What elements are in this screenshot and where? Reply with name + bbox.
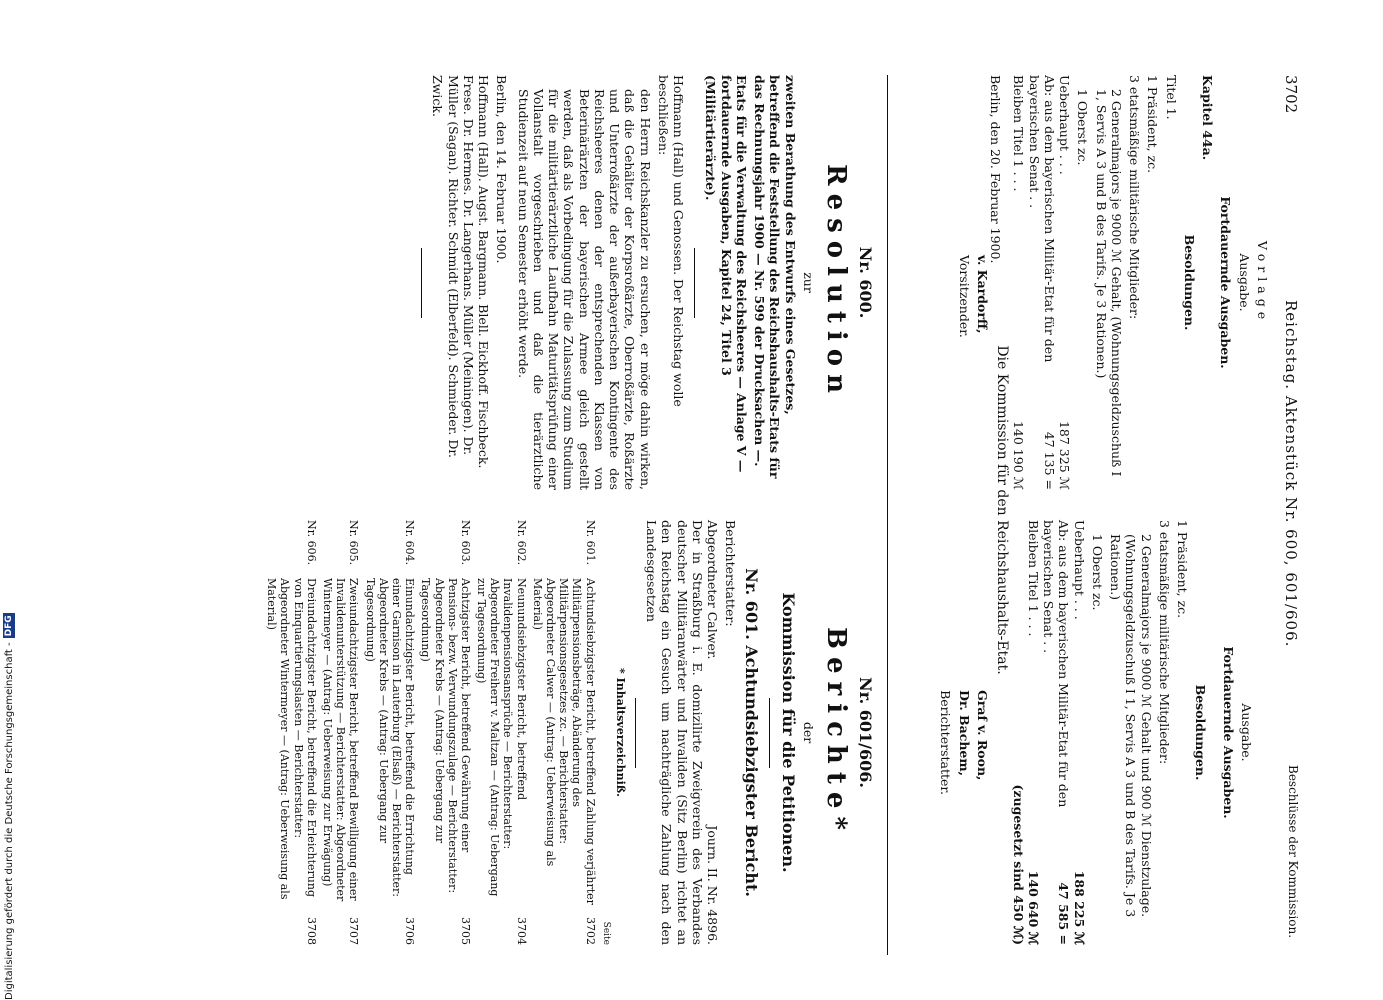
rule [421,248,422,318]
resolution-body: zweiten Berathung des Entwurfs eines Gesetzes, betreffend die Feststellung des Reichshaushalts-Etats für das Rechnungsjahr 1900 — Nr. 599 der Drucksachen —. [752,75,798,479]
chair-name: v. Kardorff, [974,255,990,334]
toc-nr: Nr. 602. [514,520,528,566]
digitization-footer [0,0,18,1000]
rule [769,698,770,768]
bleiben-label: Bleiben Titel 1 . . . [1011,75,1027,192]
fortdauernde-heading-right: Fortdauernde Ausgaben. [1220,646,1236,819]
line-mitglieder: 3 etatsmäßige militärische Mitglieder: [1127,75,1143,320]
document-page [100,75,1300,955]
toc-row [475,520,528,945]
toc-page: 3708 [304,917,318,945]
footer-text: Digitalisierung gefördert durch die Deutsche Forschungsgemeinschaft - [3,642,15,1000]
dfg-logo: DFG [4,615,14,637]
ausgabe-heading: Ausgabe. [1236,253,1252,312]
line-oberst-right: 1 Oberst zc. [1090,534,1105,611]
berichte-title: Berichte* [821,627,852,838]
resolution-title: Resolution [821,163,852,402]
toc-nr: Nr. 604. [403,520,417,566]
reporter-role: Berichterstatter. [938,690,954,795]
vorlage-column [985,75,1270,490]
page-header [1276,75,1300,955]
berichterstatter-row [705,520,720,945]
resolution-number: Nr. 600. [856,246,875,319]
signature-chair [935,255,990,338]
resolution-column [413,75,875,490]
bleiben-row [1011,75,1026,490]
signature-reporters [935,690,990,795]
bleiben-row-right [1026,520,1041,945]
toc-seite: Seite [600,921,611,945]
berichte-column [262,520,875,945]
rule [694,248,695,318]
reporter-name: Graf v. Roon, [974,690,990,781]
rule [635,698,636,768]
toc-page: 3705 [458,917,472,945]
toc-page: 3706 [403,917,417,945]
toc-text: Dreiundachtzigster Bericht, betreffend die Erleichterung von Einquartierungslasten — Berichterstatter: Abgeordneter Wintermeyer — (Antrag: Ueberweisung als Material) [265,578,318,900]
column-title: Beschlüsse der Kommission. [1286,765,1300,939]
line-generalmajors: 2 Generalmajors je 9000 ℳ Gehalt, (Wohnungsgeldzuschuß I 1, Servis A 3 und B des Tarifs. Je 3 Rationen.) [1093,89,1124,477]
abzug-value: 47 135 = [1042,431,1057,490]
toc-row [265,520,318,945]
abzug-row-right [1041,520,1072,945]
bleiben-value: 140 190 ℳ [1011,420,1027,490]
fortdauernde-heading: Fortdauernde Ausgaben. [1218,196,1234,369]
berichterstatter-label: Berichterstatter: [723,520,739,627]
abzug-label: Ab: aus dem bayerischen Militär-Etat für den bayerischen Senat . . [1026,75,1057,363]
resolution-date: Berlin, den 14. Februar 1900. [494,75,510,264]
berichterstatter-name: Abgeordneter Calwer. [705,520,721,660]
toc-row [363,520,416,945]
berichte-der: der [800,721,816,744]
toc-page: 3707 [347,917,361,945]
kommission-block [935,75,1010,945]
ueberhaupt-label: Ueberhaupt . . . [1057,75,1073,175]
vorlage-heading: Vorlage [1255,240,1270,325]
journal-number: Journ. II. Nr. 4896. [705,825,721,945]
titel-label: Titel 1. [1163,75,1179,120]
chair-role: Vorsitzender. [956,255,972,338]
besoldungen-heading-right: Besoldungen. [1193,684,1209,781]
toc-text: Achtundsiebzigster Bericht, betreffend Zahlung verjährter Militärpensionsbeträge, Abänderung des Militärpensionsgesetzes zc. — Berichterstatter: Abgeordneter Calwer — (Antrag: Ueberweisung als Material) [530,578,597,905]
beschluesse-column [1008,520,1271,945]
bleiben-value-right: 140 640 ℳ [1026,870,1041,945]
toc-title: * Inhaltsverzeichniß. [613,668,627,797]
resolution-signers: Hoffmann (Hall). Augst. Bargmann. Blell. Eickhoff. Fischbeck. Frese. Dr. Hermes. Dr. Langerhans. Müller (Meiningen). Dr. Müller (Sagan). Richter. Schmidt (Elberfeld). Schmieder. Dr. Zwick. [430,75,492,469]
ueberhaupt-value-right: 188 225 ℳ [1071,870,1087,945]
toc-row [531,520,597,945]
berichte-kommission: Kommission für die Petitionen. [778,592,798,873]
line-praesident-right: 1 Präsident, zc. [1175,520,1191,619]
toc-row [419,520,472,945]
resolution-zur: zur [800,272,816,293]
toc-list [265,520,597,945]
line-oberst: 1 Oberst zc. [1075,89,1091,166]
toc-nr: Nr. 603. [458,520,472,566]
line-mitglieder-right: 3 etatsmäßige militärische Mitglieder: [1157,520,1172,765]
resolution-text: den Herrn Reichskanzler zu ersuchen, er möge dahin wirken, daß die Gehälter der Korpsroßärzte, Oberroßärzte, Roßärzte und Unterroßärzte der außerbayerischen Kontingente des Reichsheeres denen der entsprechenden Klassen von Beterinärärzten der bayerischen Armee gleich gestellt werden, daß als Vorbedingung für die Zulassung zum Studium für die militärtierärztliche Laufbahn Maturitätsprüfung einer Vollanstalt vorgeschrieben und daß die tierärztliche Studienzeit auf neun Semester erhöht werde. [515,89,653,490]
abzug-value-right: 47 585 = [1056,882,1072,945]
toc-page: 3702 [583,917,597,945]
ueberhaupt-row-right [1072,520,1087,945]
bleiben-label-right: Bleiben Titel 1 . . . [1026,520,1041,637]
kapitel-label: Kapitel 44a. [1200,75,1216,161]
abzug-label-right: Ab: aus dem bayerischen Militär-Etat für den bayerischen Senat . . [1041,520,1072,808]
toc-nr: Nr. 601. [583,520,597,566]
besoldungen-heading: Besoldungen. [1182,234,1197,331]
toc-text: Einundachtzigster Bericht, betreffend die Errichtung einer Garnison in Lauterburg (Elsaß) — Berichterstatter: Abgeordneter Krebs — (Antrag: Uebergang zur Tagesordnung) [363,578,417,898]
ausgabe-heading-right: Ausgabe. [1239,703,1254,762]
line-praesident: 1 Präsident, zc. [1145,75,1161,174]
resolution-etat: Etats für die Verwaltung des Reichsheeres — Anlage V — fortdauernde Ausgaben, Kapitel 24, Titel 3 (Militärtierärzte). [703,75,749,473]
toc-nr: Nr. 605. [347,520,361,566]
section-divider [887,75,888,955]
toc-text: Zweiundachtzigster Bericht, betreffend Bewilligung einer Invalidenunterstützung — Berichterstatter: Abgeordneter Wintermeyer — (Antrag: Ueberweisung zur Erwägung) [321,578,361,902]
toc-nr: Nr. 606. [304,520,318,566]
kommission-title: Die Kommission für den Reichshaushalts-Etat. [994,345,1010,675]
zugesetzt-note: (zugesetzt sind 450 ℳ) [1010,784,1026,945]
toc-text: Achtzigster Bericht, betreffend Gewährung einer Pensions- bezw. Verwundungszulage — Berichterstatter: Abgeordneter Krebs — (Antrag: Uebergang zur Tagesordnung) [419,578,472,894]
toc-page: 3704 [514,917,528,945]
reporter-name-2: Dr. Bachem, [956,690,972,776]
page-number: 3702 [1282,75,1300,114]
ueberhaupt-label-right: Ueberhaupt . . . [1071,520,1087,620]
bericht-601-heading: Nr. 601. Achtundsiebzigster Bericht. [742,568,761,897]
toc-text: Neunundsiebzigster Bericht, betreffend Invalidenpensionsansprüche — Berichterstatter: Abgeordneter Freiherr v. Maltzan — (Antrag: Uebergang zur Tagesordnung) [475,578,528,897]
resolution-motion: Hoffmann (Hall) und Genossen. Der Reichstag wolle beschließen: [655,75,687,407]
vorlage-date: Berlin, den 20. Februar 1900. [988,75,1004,264]
running-title: Reichstag. Aktenstück Nr. 600, 601/606. [1282,300,1300,648]
abzug-row [1027,75,1058,490]
signatures [935,75,990,945]
line-generalmajors-right: 2 Generalmajors je 9000 ℳ Gehalt und 900 ℳ Dienstzulage. (Wohnungsgeldzuschuß I 1, Servis A 3 und B des Tarifs. Je 3 Rationen.) [1108,534,1154,918]
ueberhaupt-row [1057,75,1072,490]
toc-row [321,520,361,945]
bericht-body: Der in Straßburg i. E. domizilirte Zweigverein des Verbandes deutscher Militäranwärter und Invaliden (Sitz Berlin) richtet an den Reichstag ein Gesuch um nachträgliche Zahlung nach den Landesgesetzen [644,520,705,945]
berichte-number: Nr. 601/606. [856,677,875,788]
ueberhaupt-value: 187 325 ℳ [1057,420,1073,490]
